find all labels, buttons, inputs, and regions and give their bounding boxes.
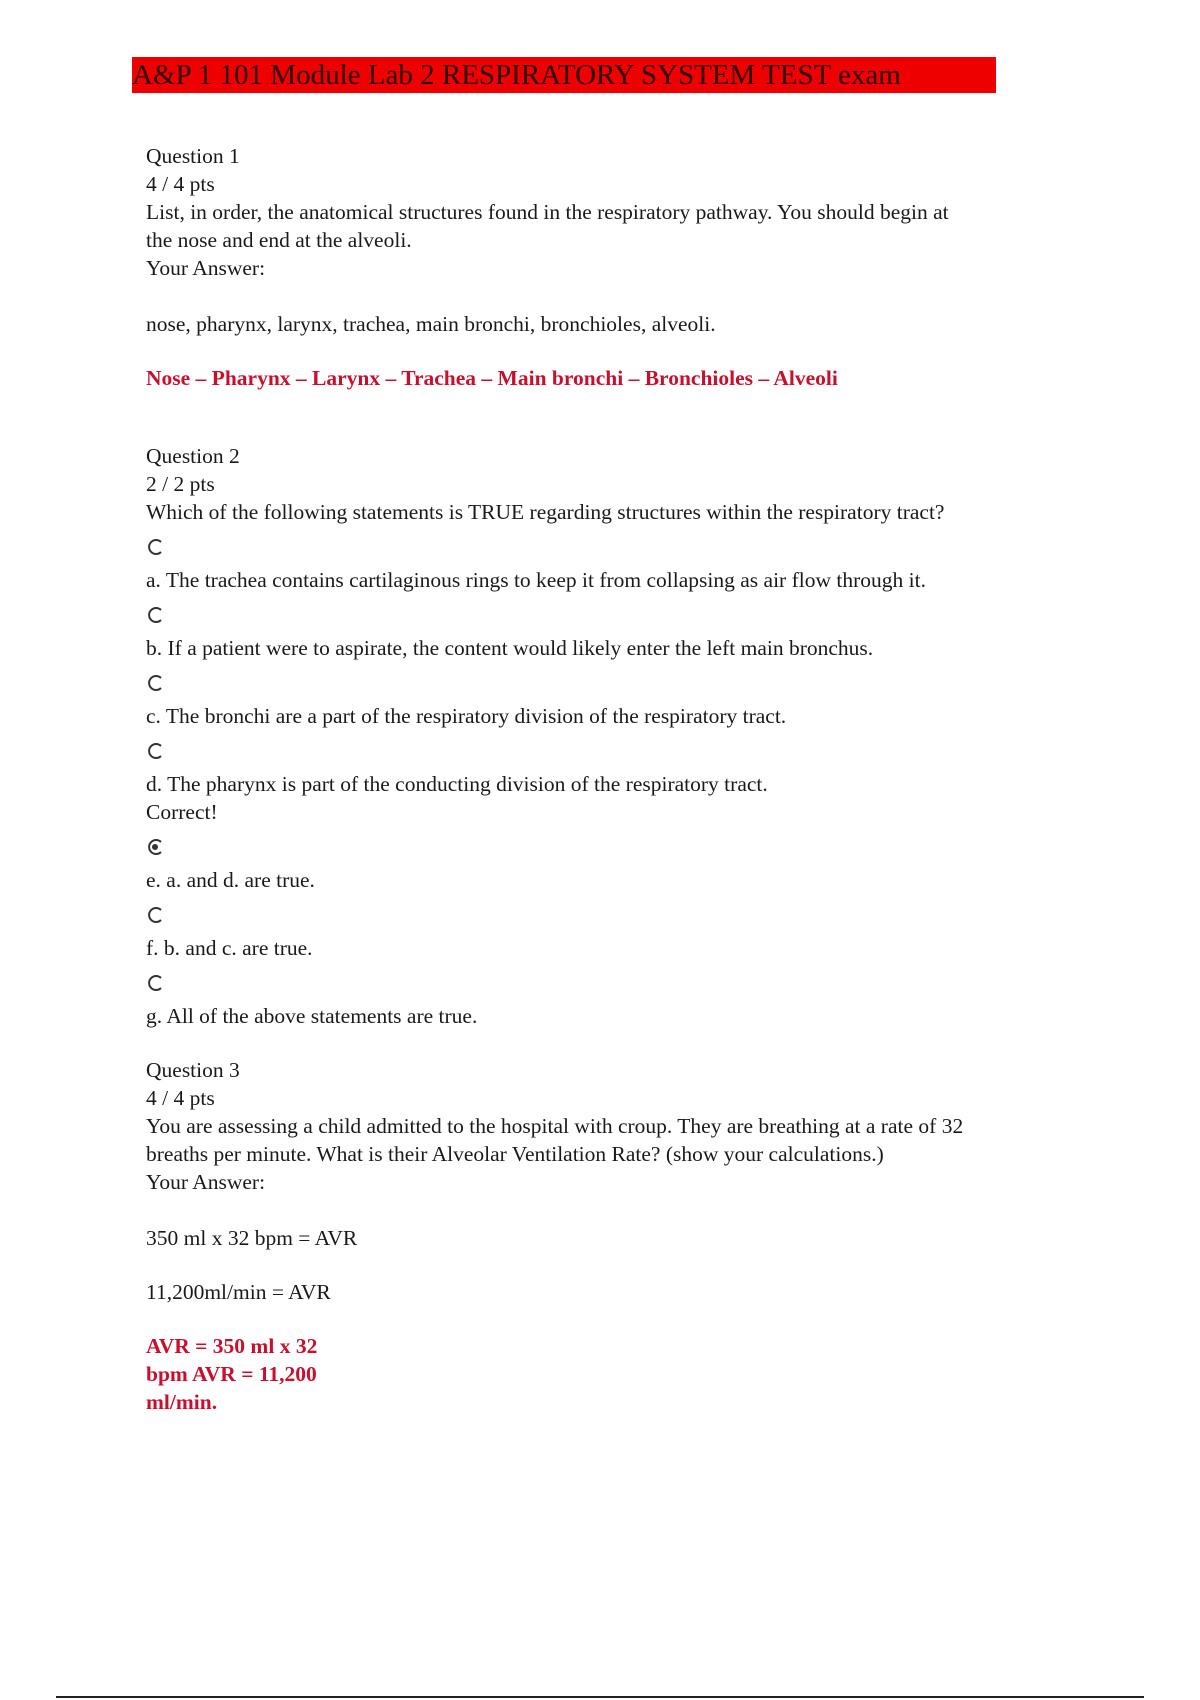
option-label: e. a. and d. are true. <box>146 868 315 892</box>
radio-selected-icon <box>146 838 164 856</box>
bottom-rule <box>56 1696 1144 1698</box>
answer-key: Nose – Pharynx – Larynx – Trachea – Main bronchi – Bronchioles – Alveoli <box>146 366 838 390</box>
your-answer-label: Your Answer: <box>146 256 266 280</box>
radio-option-a[interactable] <box>146 538 164 556</box>
option-label: g. All of the above statements are true. <box>146 1004 478 1028</box>
answer-key: bpm AVR = 11,200 <box>146 1362 317 1386</box>
question-points: 4 / 4 pts <box>146 172 215 196</box>
radio-unselected-icon <box>146 742 164 760</box>
question-heading: Question 3 <box>146 1058 240 1082</box>
page-title: A&P 1 101 Module Lab 2 RESPIRATORY SYSTEM TEST exam <box>132 57 996 93</box>
question-prompt: You are assessing a child admitted to the hospital with croup. They are breathing at a rate of 32 <box>146 1114 964 1138</box>
student-answer: 350 ml x 32 bpm = AVR <box>146 1226 358 1250</box>
option-label: f. b. and c. are true. <box>146 936 313 960</box>
question-prompt: breaths per minute. What is their Alveolar Ventilation Rate? (show your calculations.) <box>146 1142 884 1166</box>
student-answer: nose, pharynx, larynx, trachea, main bronchi, bronchioles, alveoli. <box>146 312 716 336</box>
radio-option-c[interactable] <box>146 674 164 692</box>
question-heading: Question 1 <box>146 144 240 168</box>
student-answer: 11,200ml/min = AVR <box>146 1280 331 1304</box>
answer-key: ml/min. <box>146 1390 218 1414</box>
question-prompt: the nose and end at the alveoli. <box>146 228 412 252</box>
question-prompt: Which of the following statements is TRUE regarding structures within the respiratory tract? <box>146 500 945 524</box>
question-2 <box>146 442 1086 1030</box>
radio-option-f[interactable] <box>146 906 164 924</box>
question-3 <box>146 1056 1086 1416</box>
question-prompt: List, in order, the anatomical structures found in the respiratory pathway. You should begin at <box>146 200 949 224</box>
radio-unselected-icon <box>146 538 164 556</box>
option-label: c. The bronchi are a part of the respiratory division of the respiratory tract. <box>146 704 787 728</box>
radio-unselected-icon <box>146 606 164 624</box>
radio-unselected-icon <box>146 906 164 924</box>
correct-label: Correct! <box>146 800 218 824</box>
option-label: d. The pharynx is part of the conducting division of the respiratory tract. <box>146 772 768 796</box>
answer-key: AVR = 350 ml x 32 <box>146 1334 318 1358</box>
exam-content <box>146 142 1086 1416</box>
your-answer-label: Your Answer: <box>146 1170 266 1194</box>
question-points: 4 / 4 pts <box>146 1086 215 1110</box>
option-label: b. If a patient were to aspirate, the content would likely enter the left main bronchus. <box>146 636 874 660</box>
question-1 <box>146 142 1086 392</box>
radio-option-b[interactable] <box>146 606 164 624</box>
question-points: 2 / 2 pts <box>146 472 215 496</box>
question-heading: Question 2 <box>146 444 240 468</box>
radio-unselected-icon <box>146 974 164 992</box>
radio-option-g[interactable] <box>146 974 164 992</box>
option-label: a. The trachea contains cartilaginous rings to keep it from collapsing as air flow through it. <box>146 568 926 592</box>
radio-option-e-selected[interactable] <box>146 838 164 856</box>
radio-unselected-icon <box>146 674 164 692</box>
radio-option-d[interactable] <box>146 742 164 760</box>
